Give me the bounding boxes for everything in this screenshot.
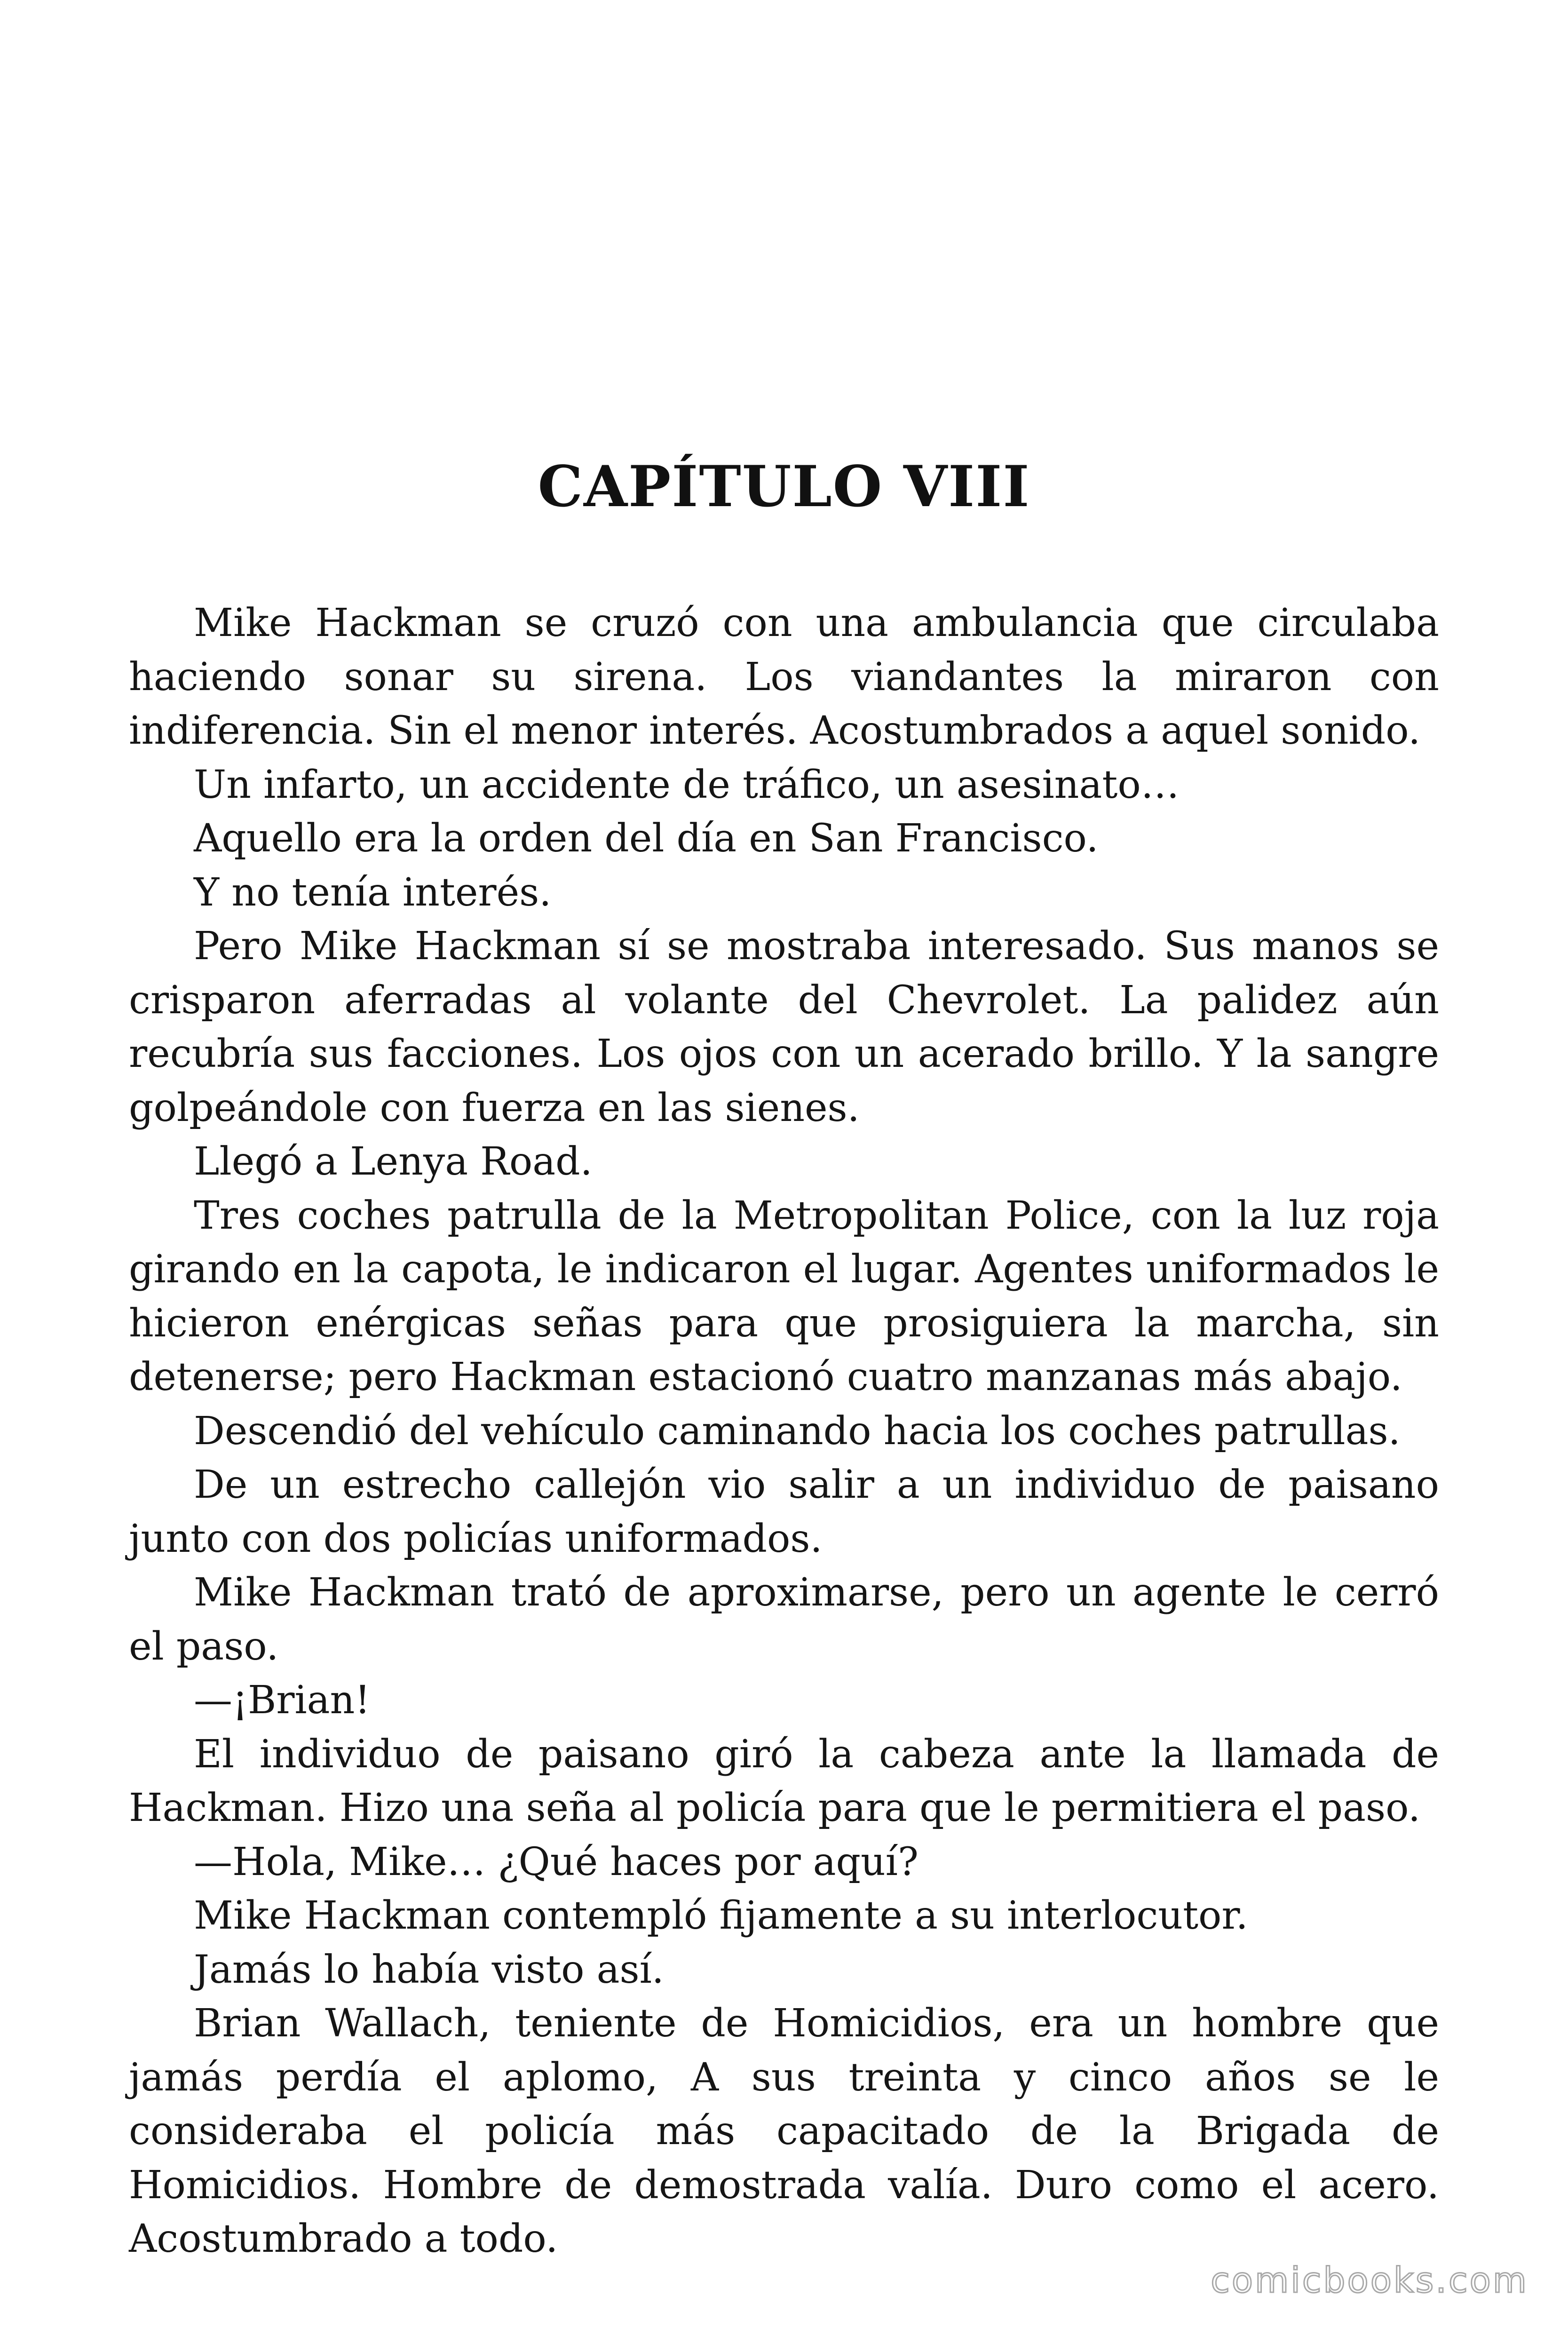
watermark: comicbooks.com <box>1211 2260 1528 2301</box>
paragraph: De un estrecho callejón vio salir a un individuo de paisano junto con dos policías uniformados. <box>129 1462 1439 1561</box>
paragraph: Mike Hackman se cruzó con una ambulancia que circulaba haciendo sonar su sirena. Los viandantes la miraron con indiferencia. Sin el menor interés. Acostumbrados a aquel sonido. <box>129 601 1439 753</box>
paragraph: Jamás lo había visto así. <box>194 1947 664 1992</box>
paragraph: Mike Hackman trató de aproximarse, pero un agente le cerró el paso. <box>129 1570 1439 1669</box>
paragraph: Un infarto, un accidente de tráfico, un asesinato… <box>194 762 1180 807</box>
paragraph: Brian Wallach, teniente de Homicidios, era un hombre que jamás perdía el aplomo, A sus treinta y cinco años se le consideraba el policía más capacitado de la Brigada de Homicidios. Hombre de demostrada valía. Duro como el acero. Acostumbrado a todo. <box>129 2001 1439 2261</box>
paragraph: —Hola, Mike… ¿Qué haces por aquí? <box>194 1839 919 1884</box>
paragraph: Mike Hackman contempló fijamente a su interlocutor. <box>194 1893 1248 1938</box>
paragraph: Y no tenía interés. <box>194 870 552 915</box>
paragraph: El individuo de paisano giró la cabeza ante la llamada de Hackman. Hizo una seña al policía para que le permitiera el paso. <box>129 1732 1439 1830</box>
paragraph: Llegó a Lenya Road. <box>194 1139 593 1184</box>
chapter-body <box>129 596 1439 2266</box>
paragraph: Pero Mike Hackman sí se mostraba interesado. Sus manos se crisparon aferradas al volante del Chevrolet. La palidez aún recubría sus facciones. Los ojos con un acerado brillo. Y la sangre golpeándole con fuerza en las sienes. <box>129 924 1439 1130</box>
paragraph: Tres coches patrulla de la Metropolitan Police, con la luz roja girando en la capota, le indicaron el lugar. Agentes uniformados le hicieron enérgicas señas para que prosiguiera la marcha, sin detenerse; pero Hackman estacionó cuatro manzanas más abajo. <box>129 1193 1439 1399</box>
paragraph: Aquello era la orden del día en San Francisco. <box>194 816 1099 861</box>
chapter-title: CAPÍTULO VIII <box>538 453 1030 520</box>
paragraph: Descendió del vehículo caminando hacia los coches patrullas. <box>194 1408 1401 1454</box>
paragraph: —¡Brian! <box>194 1678 371 1723</box>
